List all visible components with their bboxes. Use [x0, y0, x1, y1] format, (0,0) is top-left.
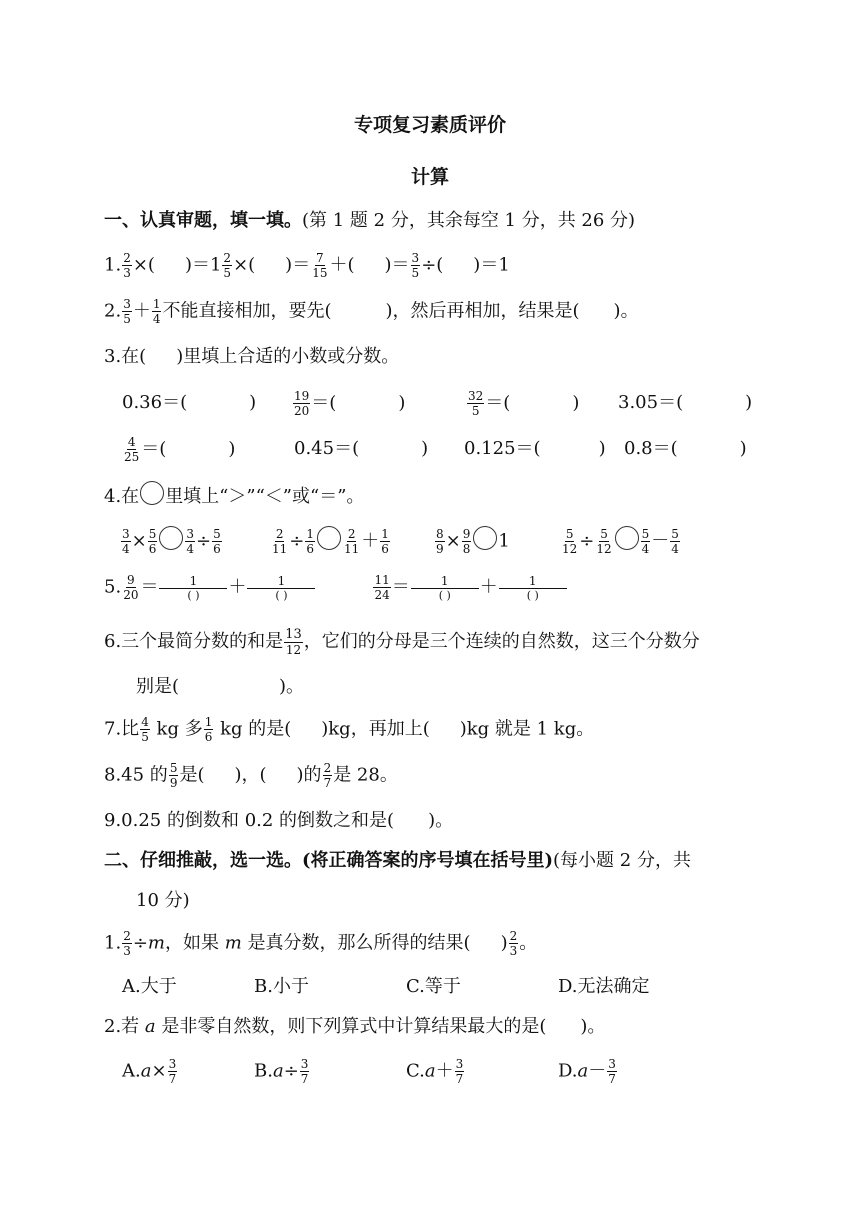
part2-note: (每小题 2 分，共: [553, 850, 691, 871]
q-text: kg 多: [150, 718, 203, 740]
page-subtitle: 计算: [410, 166, 449, 188]
q-text: ÷(: [421, 254, 444, 276]
q-text: 不能直接相加，要先(: [162, 300, 332, 322]
question-1-8: [104, 762, 398, 789]
q-text: ): [421, 438, 429, 459]
option-a[interactable]: A.a× $\frac{3}{7}$: [122, 1057, 177, 1086]
q-text: 别是(: [136, 676, 180, 697]
q-text: ＝(: [311, 392, 337, 414]
q-text: 里填上“＞”“＜”或“＝”。: [165, 486, 365, 507]
question-1-4: [104, 484, 364, 510]
q-text: )kg，再加上(: [321, 718, 430, 740]
fraction-1-6: $\frac{1}{6}$: [381, 527, 389, 556]
q-text: )。: [613, 300, 639, 322]
option-a[interactable]: A.大于: [122, 976, 177, 997]
q4-item-3: [434, 528, 510, 555]
option-c[interactable]: C.a＋ $\frac{3}{7}$: [406, 1057, 464, 1086]
fraction-32-5: $\frac{32}{5}$: [468, 389, 484, 418]
q-text: 9.0.25 的倒数和 0.2 的倒数之和是(: [104, 810, 395, 831]
q-number: 5.: [104, 576, 122, 598]
q-text: ): [500, 932, 508, 954]
option-c[interactable]: C.等于: [406, 976, 461, 997]
fraction-3-4: $\frac{3}{4}$: [186, 527, 195, 556]
fraction-2-11: $\frac{2}{11}$: [344, 527, 360, 556]
q-text: ×(: [233, 254, 256, 276]
q-text: )。: [580, 1016, 606, 1037]
q-text: ): [739, 438, 747, 459]
option-d[interactable]: D.a－ $\frac{3}{7}$: [558, 1057, 616, 1086]
q-text: 3.05＝(: [618, 392, 684, 413]
part2-heading: 二、仔细推敲，选一选。(将正确答案的序号填在括号里): [104, 850, 554, 871]
part1-heading-line: [104, 208, 635, 234]
question-1-3: [104, 344, 399, 370]
q-text: ): [598, 438, 606, 459]
fraction-3-7: $\frac{3}{7}$: [300, 1057, 309, 1086]
q-text: )，(: [234, 764, 267, 786]
q-text: ): [572, 392, 580, 414]
q-text: ): [228, 438, 236, 460]
part1-heading: 一、认真审题，填一填。: [104, 210, 302, 231]
q-number: 1.: [104, 254, 122, 276]
fraction-blank[interactable]: 1 ( ): [499, 575, 567, 601]
question-1-2: [104, 298, 639, 325]
fraction-1-6: $\frac{1}{6}$: [306, 527, 315, 556]
part1-note: (第 1 题 2 分，其余每空 1 分，共 26 分): [302, 210, 636, 231]
fraction-4-25: $\frac{4}{25}$: [124, 435, 140, 464]
q3-item-045: [294, 436, 428, 462]
fraction-5-9: $\frac{5}{9}$: [169, 761, 178, 790]
fraction-2-11: $\frac{2}{11}$: [272, 527, 288, 556]
compare-circle-icon[interactable]: [615, 526, 639, 550]
fraction-1-4: $\frac{1}{4}$: [152, 297, 161, 326]
q-text: ÷: [132, 932, 148, 954]
q-text: 0.8＝(: [624, 438, 678, 459]
q-text: ＝(: [141, 438, 167, 460]
page-title: 专项复习素质评价: [353, 114, 506, 136]
q-number: 2.: [104, 300, 122, 322]
q-text: ÷: [579, 530, 595, 552]
q-text: －: [651, 530, 670, 552]
fraction-5-12: $\frac{5}{12}$: [596, 527, 612, 556]
question-1-5: [104, 574, 568, 601]
fraction-5-4: $\frac{5}{4}$: [671, 527, 679, 556]
fraction-3-7: $\frac{3}{7}$: [608, 1057, 616, 1086]
q-text: 0.45＝(: [294, 438, 360, 459]
fraction-5-6: $\frac{5}{6}$: [213, 527, 221, 556]
q-text: 8.45 的: [104, 764, 168, 786]
question-1-7: [104, 716, 594, 743]
fraction-1-6: $\frac{1}{6}$: [204, 715, 213, 744]
q-text: 1: [498, 530, 510, 552]
part2-note-cont: 10 分): [136, 890, 190, 911]
q-text: ＝: [391, 576, 410, 598]
fraction-4-5: $\frac{4}{5}$: [141, 715, 149, 744]
variable-a: a: [144, 1016, 156, 1037]
q-text: )＝: [285, 254, 311, 276]
q-text: )里填上合适的小数或分数。: [176, 346, 400, 367]
q-text: ): [398, 392, 406, 414]
fraction-2-5: $\frac{2}{5}$: [223, 251, 232, 280]
q4-item-4: [560, 528, 681, 555]
fraction-5-4: $\frac{5}{4}$: [641, 527, 650, 556]
q-text: 7.比: [104, 718, 140, 740]
q3-item-4-25: [122, 436, 235, 463]
q-text: )＝1: [473, 254, 510, 276]
fraction-3-5: $\frac{3}{5}$: [411, 251, 420, 280]
option-b[interactable]: B.a÷ $\frac{3}{7}$: [254, 1057, 309, 1086]
question-1-1: [104, 252, 510, 279]
question-2-2: [104, 1014, 605, 1040]
compare-circle-icon[interactable]: [473, 526, 497, 550]
q-text: ×(: [132, 254, 155, 276]
q-text: kg 的是(: [214, 718, 292, 740]
q-text: 是非零自然数，则下列算式中计算结果最大的是(: [155, 1016, 547, 1037]
question-1-9: [104, 808, 453, 834]
q-text: 0.36＝(: [122, 392, 188, 413]
q3-item-32-5: [466, 390, 579, 417]
question-1-6-cont: [136, 674, 304, 700]
q-text: ÷: [196, 530, 212, 552]
q-text: ×: [445, 530, 461, 552]
q3-item-0125: [464, 436, 606, 462]
q-text: 0.125＝(: [464, 438, 541, 459]
part2-heading-cont: [136, 888, 190, 914]
fraction-2-7: $\frac{2}{7}$: [323, 761, 332, 790]
q-text: ＋: [228, 576, 247, 598]
fraction-13-12: $\frac{13}{12}$: [285, 627, 302, 657]
q-text: 是 28。: [333, 764, 398, 786]
q-text: ＝: [140, 576, 159, 598]
q-text: )的: [296, 764, 322, 786]
fraction-3-4: $\frac{3}{4}$: [122, 527, 130, 556]
q-text: 3.在(: [104, 346, 147, 367]
q-text: )＝: [384, 254, 410, 276]
q-text: 4.在: [104, 486, 140, 507]
q-text: 是真分数，那么所得的结果(: [241, 932, 471, 954]
q-text: ，它们的分母是三个连续的自然数，这三个分数分: [303, 631, 700, 652]
q-text: )，然后再相加，结果是(: [385, 300, 580, 322]
q3-item-19-20: [292, 390, 405, 417]
fraction-7-15: $\frac{7}{15}$: [312, 251, 328, 280]
part2-heading-line: [104, 848, 691, 874]
fraction-3-7: $\frac{3}{7}$: [168, 1057, 177, 1086]
q-text: )＝1: [184, 254, 222, 276]
fraction-2-3: $\frac{2}{3}$: [123, 251, 131, 280]
compare-circle-icon: [140, 481, 164, 505]
q-text: 6.三个最简分数的和是: [104, 631, 284, 652]
fraction-3-5: $\frac{3}{5}$: [123, 297, 131, 326]
q-text: )kg 就是 1 kg。: [459, 718, 595, 740]
variable-m: m: [224, 932, 242, 954]
fraction-5-6: $\frac{5}{6}$: [148, 527, 157, 556]
q-text: ＋: [361, 530, 380, 552]
q-text: ): [745, 392, 753, 413]
q-text: ＋: [132, 300, 151, 322]
fraction-8-9: $\frac{8}{9}$: [436, 527, 444, 556]
q-text: ＋: [479, 576, 498, 598]
fraction-2-3: $\frac{2}{3}$: [123, 929, 131, 958]
compare-circle-icon[interactable]: [317, 526, 341, 550]
option-d[interactable]: D.无法确定: [558, 976, 650, 997]
fraction-blank[interactable]: 1 ( ): [411, 575, 479, 601]
q-text: 。: [519, 932, 538, 954]
q-text: )。: [428, 810, 454, 831]
option-b[interactable]: B.小于: [254, 976, 309, 997]
fraction-blank[interactable]: 1 ( ): [159, 575, 227, 601]
fraction-5-12: $\frac{5}{12}$: [562, 527, 578, 556]
q-text: 是(: [179, 764, 205, 786]
q-text: 2.若: [104, 1016, 145, 1037]
q-text: ×: [131, 530, 147, 552]
compare-circle-icon[interactable]: [159, 526, 183, 550]
q3-item-08: [624, 436, 747, 462]
q3-item-305: [618, 390, 752, 416]
fraction-19-20: $\frac{19}{20}$: [294, 389, 310, 418]
q3-item-036: [122, 390, 256, 416]
question-1-6: [104, 628, 700, 656]
fraction-2-3: $\frac{2}{3}$: [509, 929, 518, 958]
q4-item-1: [120, 528, 223, 555]
q-text: ，如果: [165, 932, 225, 954]
fraction-blank[interactable]: 1 ( ): [247, 575, 315, 601]
q-text: ＝(: [485, 392, 511, 414]
question-2-1: [104, 930, 537, 957]
fraction-3-7: $\frac{3}{7}$: [455, 1057, 464, 1086]
q-text: ＋(: [329, 254, 355, 276]
variable-m: m: [147, 932, 165, 954]
q-text: ): [249, 392, 257, 413]
q4-item-2: [270, 528, 391, 555]
q-text: ÷: [289, 530, 305, 552]
fraction-11-24: $\frac{11}{24}$: [374, 573, 390, 602]
fraction-9-8: $\frac{9}{8}$: [462, 527, 471, 556]
fraction-9-20: $\frac{9}{20}$: [123, 573, 139, 602]
q-number: 1.: [104, 932, 122, 954]
q-text: )。: [279, 676, 305, 697]
